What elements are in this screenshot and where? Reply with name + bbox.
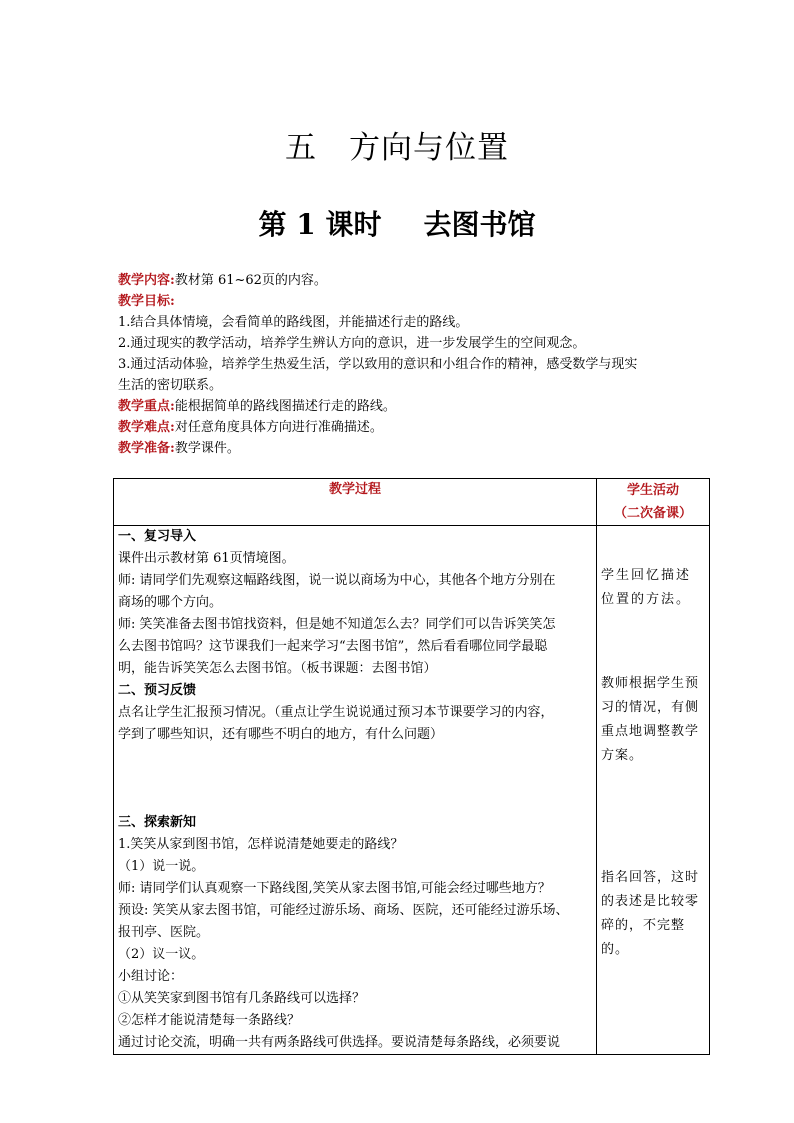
preparation-label: 教学准备: — [118, 441, 175, 456]
second-prep-title: （二次备课） — [613, 506, 692, 521]
student-activity-header — [597, 479, 710, 526]
text-line: 报刊亭、医院。 — [118, 925, 210, 940]
preparation-text: 教学课件。 — [174, 441, 240, 456]
text-line: 师: 请同学们先观察这幅路线图，说一说以商场为中心，其他各个地方分别在 — [118, 573, 556, 588]
text-line: 1.笑笑从家到图书馆，怎样说清楚她要走的路线？ — [118, 837, 404, 852]
key-point-label: 教学重点: — [118, 399, 175, 414]
text-line: 明，能告诉笑笑怎么去图书馆。（板书课题：去图书馆） — [118, 661, 437, 676]
teaching-content-text: 教材第 61~62页的内容。 — [174, 273, 327, 288]
lesson-title — [0, 203, 794, 243]
text-line: 学到了哪些知识，还有哪些不明白的地方，有什么问题） — [118, 727, 444, 742]
text-line: 师: 请同学们认真观察一下路线图,笑笑从家去图书馆,可能会经过哪些地方？ — [118, 881, 551, 896]
section-preview-title: 二、预习反馈 — [118, 683, 197, 698]
key-point-text: 能根据简单的路线图描述行走的路线。 — [174, 399, 396, 414]
lesson-name: 去图书馆 — [423, 208, 536, 241]
text-line: 小组讨论： — [118, 969, 184, 984]
table-row — [114, 526, 710, 1055]
teaching-goals-label: 教学目标: — [118, 294, 175, 309]
teaching-content-label: 教学内容: — [118, 273, 175, 288]
section-explore-title: 三、探索新知 — [118, 815, 197, 830]
student-activity-title: 学生活动 — [626, 483, 679, 498]
table-header-row — [114, 479, 710, 526]
lesson-plan-table — [113, 478, 710, 1055]
lesson-meta — [118, 270, 698, 459]
text-line: 通过讨论交流，明确一共有两条路线可供选择。要说清楚每条路线，必须要说 — [118, 1035, 561, 1050]
activity-note-explore: 指名回答，这时的表述是比较零碎的，不完整的。 — [601, 870, 700, 957]
text-line: 预设: 笑笑从家去图书馆，可能经过游乐场、商场、医院，还可能经过游乐场、 — [118, 903, 569, 918]
text-line: （1）说一说。 — [118, 859, 205, 874]
goal-3-line-2: 生活的密切联系。 — [118, 378, 223, 393]
text-line: ①从笑笑家到图书馆有几条路线可以选择？ — [118, 991, 366, 1006]
spacer — [118, 746, 592, 812]
text-line: 师: 笑笑准备去图书馆找资料，但是她不知道怎么去？同学们可以告诉笑笑怎 — [118, 617, 556, 632]
text-line: （2）议一议。 — [118, 947, 205, 962]
teaching-content — [118, 270, 698, 291]
teaching-process-cell — [114, 526, 597, 1055]
activity-note-review: 学生回忆描述位置的方法。 — [601, 568, 692, 607]
text-line: ②怎样才能说清楚每一条路线？ — [118, 1013, 301, 1028]
text-line: 点名让学生汇报预习情况。（重点让学生说说通过预习本节课要学习的内容， — [118, 705, 554, 720]
teaching-process-header: 教学过程 — [114, 479, 597, 526]
text-line: 么去图书馆吗？这节课我们一起来学习“去图书馆”，然后看看哪位同学最聪 — [118, 639, 548, 654]
lesson-number: 第 1 课时 — [258, 208, 382, 241]
teaching-difficulty — [118, 417, 698, 438]
difficulty-text: 对任意角度具体方向进行准确描述。 — [174, 420, 383, 435]
text-line: 课件出示教材第 61页情境图。 — [118, 551, 295, 566]
teaching-preparation — [118, 438, 698, 459]
activity-note-preview: 教师根据学生预习的情况，有侧重点地调整教学方案。 — [601, 676, 700, 763]
section-review-title: 一、复习导入 — [118, 529, 197, 544]
difficulty-label: 教学难点: — [118, 420, 175, 435]
text-line: 商场的哪个方向。 — [118, 595, 223, 610]
chapter-title: 五 方向与位置 — [285, 130, 509, 166]
student-activity-cell — [597, 526, 710, 1055]
goal-1: 1.结合具体情境，会看简单的路线图，并能描述行走的路线。 — [118, 315, 469, 330]
goal-3-line-1: 3.通过活动体验，培养学生热爱生活，学以致用的意识和小组合作的精神，感受数学与现实 — [118, 357, 638, 372]
goal-2: 2.通过现实的教学活动，培养学生辨认方向的意识，进一步发展学生的空间观念。 — [118, 336, 586, 351]
teaching-key-point — [118, 396, 698, 417]
